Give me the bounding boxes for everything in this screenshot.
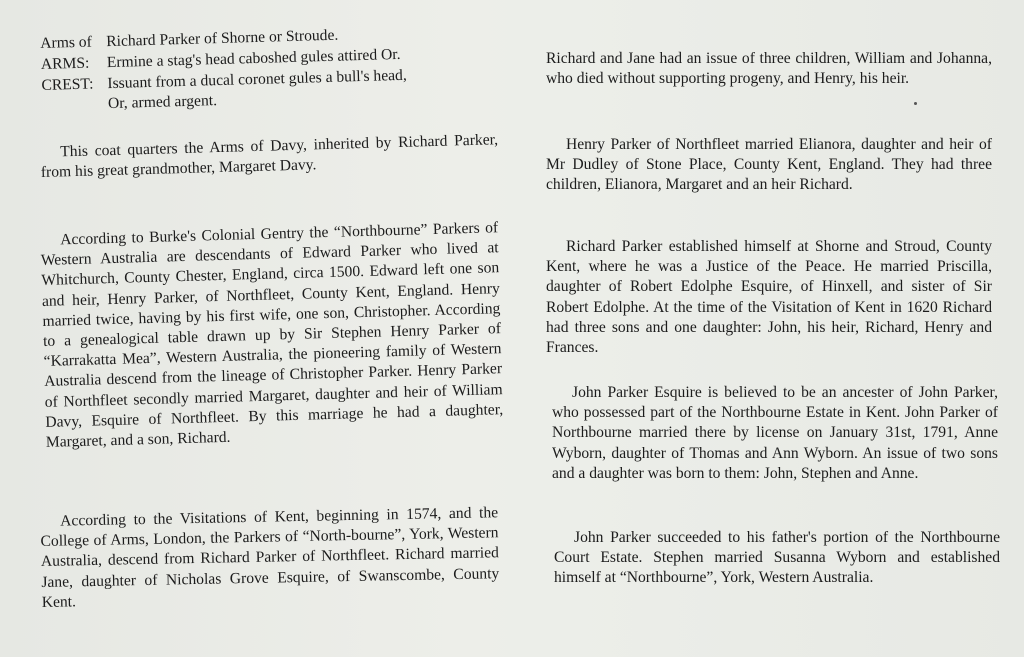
right-paragraph-1: Richard and Jane had an issue of three children, William and Johanna, who died without supporting progeny, and Henry, his heir.	[546, 50, 992, 88]
right-paragraph-5: John Parker succeeded to his father's portion of the Northbourne Court Estate. Stephen married Susanna Wyborn and established himself at “Northbourne”, York, Western Australia.	[554, 529, 1000, 587]
right-paragraph-4: John Parker Esquire is believed to be an ancester of John Parker, who possessed part of the Northbourne Estate in Kent. John Parker of Northbourne married there by license on January 31st, 1791, Anne Wyborn, daughter of Thomas and Ann Wyborn. An issue of two sons and a daughter was born to them: John, Stephen and Anne.	[552, 384, 998, 482]
arms-text: Ermine a stag's head caboshed gules attired Or.	[106, 45, 401, 71]
speck-mark	[914, 102, 917, 105]
left-paragraph-2: According to Burke's Colonial Gentry the “Northbourne” Parkers of Western Australia are descendants of Edward Parker who lived at Whitchurch, County Chester, England, circa 1500. Edward left one son and heir, Henry Parker, of Northfleet, County Kent, England. Henry married twice, having by his first wife, one son, Christopher. According to a genealogical table drawn up by Sir Stephen Henry Parker of “Karrakatta Mea”, Western Australia, the pioneering family of Western Australia descend from the lineage of Christopher Parker. Henry Parker of Northfleet secondly married Margaret, daughter and heir of William Davy, Esquire of Northfleet. By this marriage he had a daughter, Margaret, and a son, Richard.	[40, 219, 504, 451]
left-paragraph-3: According to the Visitations of Kent, beginning in 1574, and the College of Arms, London, the Parkers of “North-bourne”, York, Western Australia, descend from Richard Parker of Northfleet. Richard married Jane, daughter of Nicholas Grove Esquire, of Swanscombe, County Kent.	[40, 504, 500, 611]
arms-block	[40, 21, 502, 117]
right-paragraph-3: Richard Parker established himself at Shorne and Stroud, County Kent, where he was a Justice of the Peace. He married Priscilla, daughter of Robert Edolphe Esquire, of Hinxell, and sister of Sir Robert Edolphe. At the time of the Visitation of Kent in 1620 Richard had three sons and one daughter: John, his heir, Richard, Henry and Frances.	[546, 238, 992, 357]
arms-title: Richard Parker of Shorne or Stroude.	[106, 26, 339, 51]
left-paragraph-1: This coat quarters the Arms of Davy, inherited by Richard Parker, from his great grandmother, Margaret Davy.	[40, 131, 499, 182]
crest-text: Issuant from a ducal coronet gules a bull's head,	[107, 66, 407, 92]
crest-label: CREST:	[41, 75, 94, 94]
crest-text-continued: Or, armed argent.	[107, 92, 218, 113]
arms-label: ARMS:	[40, 54, 90, 73]
right-paragraph-2: Henry Parker of Northfleet married Elianora, daughter and heir of Mr Dudley of Stone Place, County Kent, England. They had three children, Elianora, Margaret and an heir Richard.	[546, 136, 992, 194]
arms-title-prefix: Arms of	[40, 33, 93, 52]
